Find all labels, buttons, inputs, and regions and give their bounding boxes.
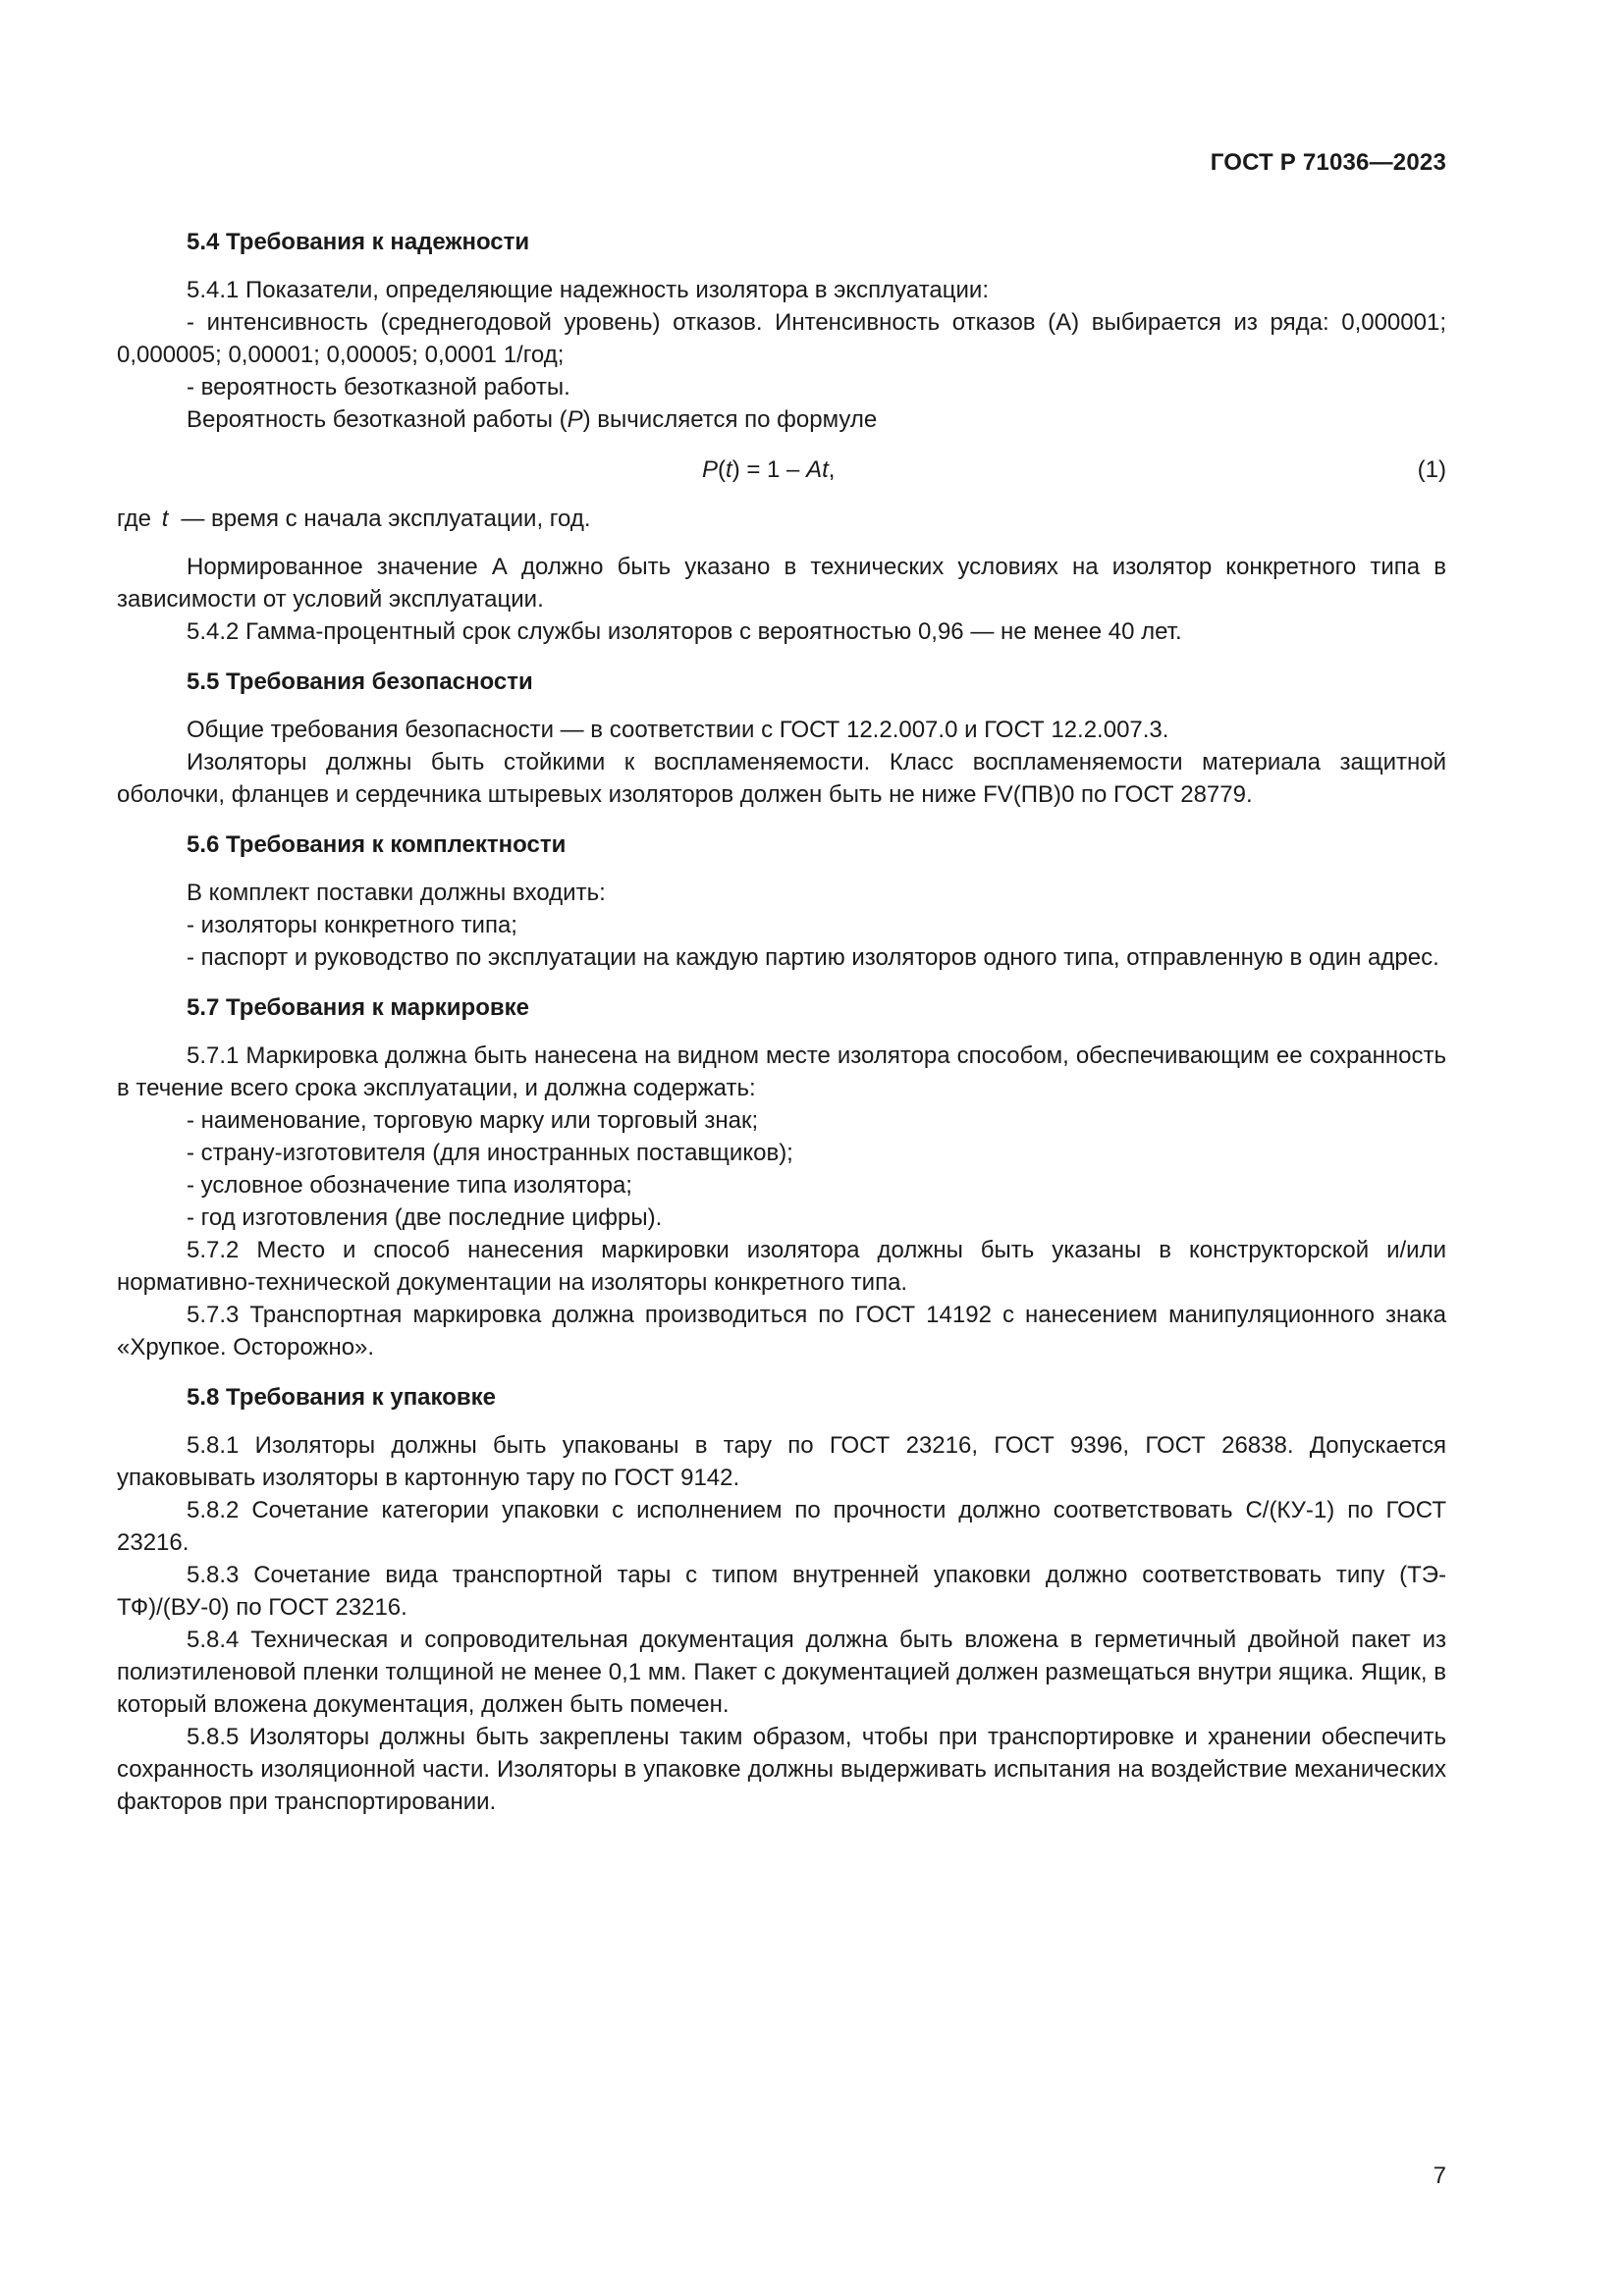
paragraph-5-7-3: 5.7.3 Транспортная маркировка должна производиться по ГОСТ 14192 с нанесением манипуляционного знака «Хрупкое. Осторожно». <box>117 1302 1446 1361</box>
list-item-name: - наименование, торговую марку или торговый знак; <box>187 1107 759 1134</box>
paragraph-5-7-1: 5.7.1 Маркировка должна быть нанесена на видном месте изолятора способом, обеспечивающим ее сохранность в течение всего срока эксплуатации, и должна содержать: <box>117 1042 1446 1101</box>
formula-text: ) = 1 – <box>731 456 807 483</box>
section-5-7-title: 5.7 Требования к маркировке <box>187 994 529 1021</box>
where-word: где <box>117 506 152 532</box>
paragraph-5-8-1: 5.8.1 Изоляторы должны быть упакованы в тару по ГОСТ 23216, ГОСТ 9396, ГОСТ 26838. Допускается упаковывать изоляторы в картонную тару по ГОСТ 9142. <box>117 1432 1446 1491</box>
symbol-p: P <box>567 406 583 433</box>
formula-text: , <box>828 456 836 483</box>
formula-symbol-p: P <box>702 456 719 483</box>
paragraph-5-8-4: 5.8.4 Техническая и сопроводительная документация должна быть вложена в герметичный двойной пакет из полиэтиленовой пленки толщиной не менее 0,1 мм. Пакет с документацией должен размещаться внутри ящика. Ящик, в который вложена документация, должен быть помечен. <box>117 1627 1446 1718</box>
document-code-header: ГОСТ Р 71036—2023 <box>1210 149 1446 176</box>
formula-legend <box>117 503 1446 535</box>
section-5-8-title: 5.8 Требования к упаковке <box>187 1384 496 1411</box>
formula-symbol-at: At <box>806 456 829 483</box>
document-body <box>117 226 1446 1818</box>
paragraph-delivery-set: В комплект поставки должны входить: <box>187 880 606 906</box>
list-item-passport: - паспорт и руководство по эксплуатации на каждую партию изоляторов одного типа, отправленную в один адрес. <box>187 944 1439 971</box>
formula-number: (1) <box>1417 456 1446 483</box>
list-item-failure-rate: - интенсивность (среднегодовой уровень) отказов. Интенсивность отказов (А) выбирается из ряда: 0,000001; 0,000005; 0,00001; 0,00005; 0,0001 1/год; <box>117 309 1446 368</box>
list-item-type-designation: - условное обозначение типа изолятора; <box>187 1172 632 1199</box>
paragraph-flammability: Изоляторы должны быть стойкими к воспламеняемости. Класс воспламеняемости материала защитной оболочки, фланцев и сердечника штыревых изоляторов должен быть не ниже FV(ПВ)0 по ГОСТ 28779. <box>117 749 1446 808</box>
paragraph-5-4-1: 5.4.1 Показатели, определяющие надежность изолятора в эксплуатации: <box>187 277 990 303</box>
paragraph-normalized-value: Нормированное значение А должно быть указано в технических условиях на изолятор конкретного типа в зависимости от условий эксплуатации. <box>117 554 1446 613</box>
paragraph-5-7-2: 5.7.2 Место и способ нанесения маркировки изолятора должны быть указаны в конструкторской и/или нормативно-технической документации на изоляторы конкретного типа. <box>117 1237 1446 1296</box>
text-segment: Вероятность безотказной работы ( <box>187 406 568 433</box>
paragraph-5-8-2: 5.8.2 Сочетание категории упаковки с исполнением по прочности должно соответствовать С/(КУ-1) по ГОСТ 23216. <box>117 1497 1446 1556</box>
paragraph-safety-general: Общие требования безопасности — в соответствии с ГОСТ 12.2.007.0 и ГОСТ 12.2.007.3. <box>187 717 1169 743</box>
paragraph-5-4-2: 5.4.2 Гамма-процентный срок службы изоляторов с вероятностью 0,96 — не менее 40 лет. <box>187 618 1182 645</box>
formula-text: ( <box>718 456 727 483</box>
formula <box>702 454 835 486</box>
legend-symbol-t: t <box>161 506 169 532</box>
list-item-year: - год изготовления (две последние цифры). <box>187 1204 663 1231</box>
formula-row <box>117 454 1446 486</box>
section-5-5-title: 5.5 Требования безопасности <box>187 668 533 695</box>
paragraph-5-8-3: 5.8.3 Сочетание вида транспортной тары с типом внутренней упаковки должно соответствовать типу (ТЭ-ТФ)/(ВУ-0) по ГОСТ 23216. <box>117 1562 1446 1621</box>
paragraph-probability-formula-intro <box>117 403 1446 436</box>
formula-symbol-t: t <box>726 456 732 483</box>
section-5-4-title: 5.4 Требования к надежности <box>187 229 530 255</box>
section-5-6-title: 5.6 Требования к комплектности <box>187 831 567 858</box>
list-item-insulators: - изоляторы конкретного типа; <box>187 912 517 938</box>
legend-text: — время с начала эксплуатации, год. <box>181 506 591 532</box>
text-segment: ) вычисляется по формуле <box>582 406 878 433</box>
list-item-probability: - вероятность безотказной работы. <box>187 374 570 400</box>
list-item-country: - страну-изготовителя (для иностранных поставщиков); <box>187 1140 793 1166</box>
paragraph-5-8-5: 5.8.5 Изоляторы должны быть закреплены таким образом, чтобы при транспортировке и хранении обеспечить сохранность изоляционной части. Изоляторы в упаковке должны выдерживать испытания на воздействие механических факторов при транспортировании. <box>117 1724 1446 1815</box>
page-number: 7 <box>1433 2163 1446 2189</box>
